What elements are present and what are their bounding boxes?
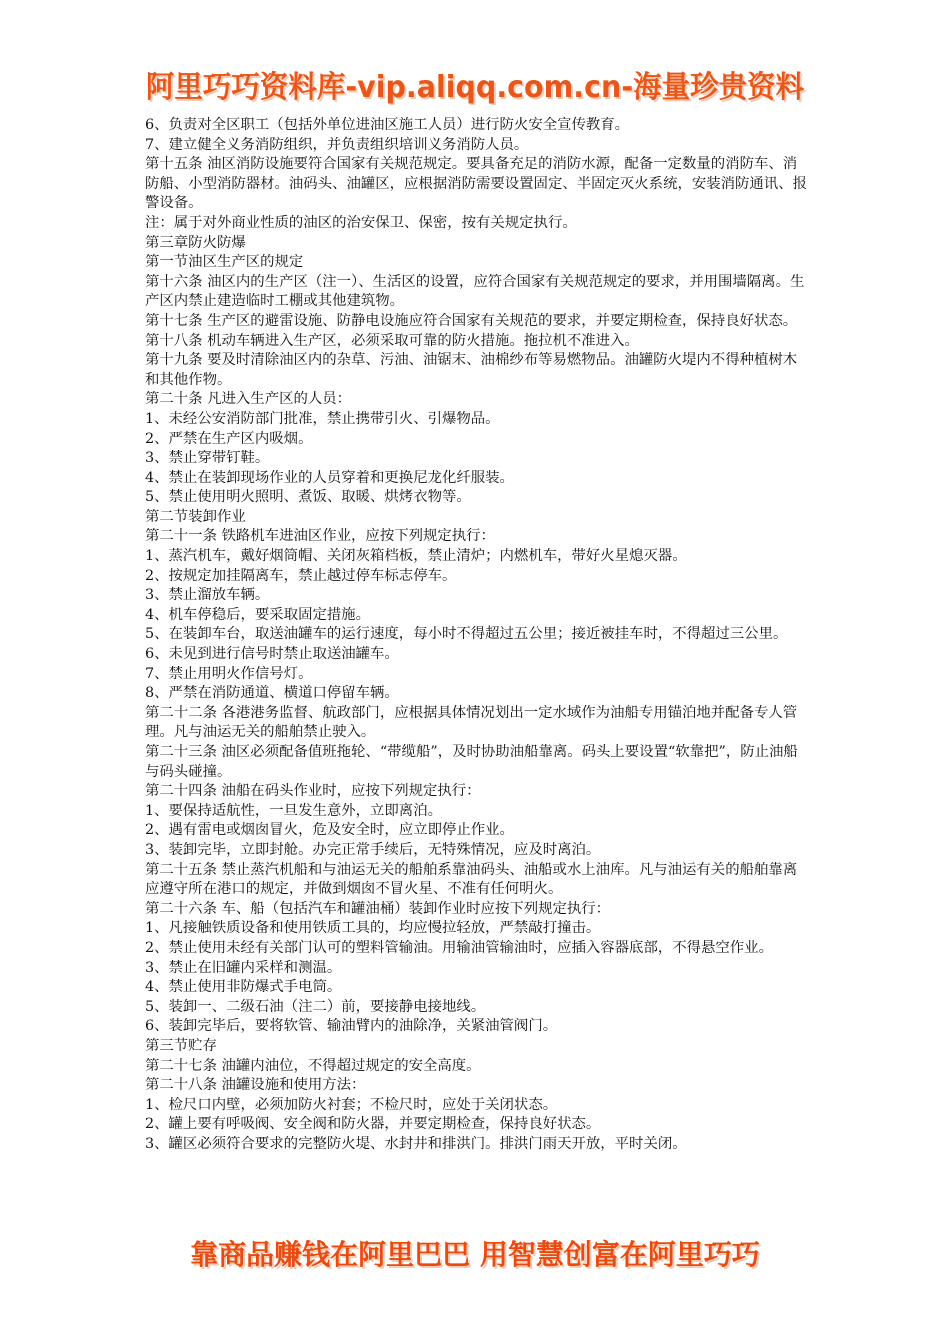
- paragraph: 第二十四条 油船在码头作业时，应按下列规定执行：: [145, 783, 481, 800]
- list-item: 8、严禁在消防通道、横道口停留车辆。: [145, 685, 399, 702]
- section-heading: 第一节油区生产区的规定: [145, 254, 304, 271]
- section-heading: 第三节贮存: [145, 1037, 217, 1054]
- list-item: 3、禁止穿带钉鞋。: [145, 450, 270, 467]
- list-item: 7、禁止用明火作信号灯。: [145, 665, 313, 682]
- list-item: 2、按规定加挂隔离车，禁止越过停车标志停车。: [145, 567, 457, 584]
- paragraph: 7、建立健全义务消防组织，并负责组织培训义务消防人员。: [145, 136, 529, 153]
- paragraph: 第十五条 油区消防设施要符合国家有关规范规定。要具备充足的消防水源，配备一定数量的消防车、消防船、小型消防器材。油码头、油罐区，应根据消防需要设置固定、半固定灭火系统，安装消防通讯、报警设备。: [145, 156, 807, 212]
- list-item: 1、要保持适航性，一旦发生意外，立即离泊。: [145, 802, 442, 819]
- section-heading: 第二节装卸作业: [145, 508, 246, 525]
- document-body: [145, 116, 810, 1154]
- list-item: 6、装卸完毕后，要将软管、输油臂内的油除净，关紧油管阀门。: [145, 1018, 558, 1035]
- paragraph: 第十九条 要及时清除油区内的杂草、污油、油锯末、油棉纱布等易燃物品。油罐防火堤内不得种植树木和其他作物。: [145, 352, 798, 388]
- list-item: 5、禁止使用明火照明、煮饭、取暖、烘烤衣物等。: [145, 489, 471, 506]
- list-item: 1、未经公安消防部门批准，禁止携带引火、引爆物品。: [145, 410, 500, 427]
- list-item: 1、检尺口内壁，必须加防火衬套；不检尺时，应处于关闭状态。: [145, 1096, 558, 1113]
- paragraph: 注：属于对外商业性质的油区的治安保卫、保密，按有关规定执行。: [145, 214, 577, 231]
- header-banner: 阿里巧巧资料库-vip.aliqq.com.cn-海量珍贵资料: [145, 70, 805, 105]
- list-item: 1、凡接触铁质设备和使用铁质工具的，均应慢拉轻放，严禁敲打撞击。: [145, 920, 601, 937]
- paragraph: 第二十六条 车、船（包括汽车和罐油桶）装卸作业时应按下列规定执行：: [145, 900, 611, 917]
- list-item: 5、在装卸车台，取送油罐车的运行速度，每小时不得超过五公里；接近被挂车时，不得超过三公里。: [145, 626, 788, 643]
- footer-banner: 靠商品赚钱在阿里巴巴 用智慧创富在阿里巧巧: [190, 1238, 760, 1271]
- paragraph: 第二十条 凡进入生产区的人员：: [145, 391, 352, 408]
- chapter-heading: 第三章防火防爆: [145, 234, 246, 251]
- list-item: 4、禁止使用非防爆式手电筒。: [145, 979, 342, 996]
- list-item: 2、遇有雷电或烟囱冒火，危及安全时，应立即停止作业。: [145, 822, 514, 839]
- list-item: 5、装卸一、二级石油（注二）前，要接静电接地线。: [145, 998, 486, 1015]
- paragraph: 第十六条 油区内的生产区（注一）、生活区的设置，应符合国家有关规范规定的要求，并用围墙隔离。生产区内禁止建造临时工棚或其他建筑物。: [145, 273, 805, 310]
- list-item: 3、罐区必须符合要求的完整防火堤、水封井和排洪门。排洪门雨天开放，平时关闭。: [145, 1135, 687, 1152]
- paragraph: 第二十二条 各港港务监督、航政部门，应根据具体情况划出一定水域作为油船专用锚泊地并配备专人管理。凡与油运无关的船舶禁止驶入。: [145, 704, 798, 741]
- list-item: 4、机车停稳后，要采取固定措施。: [145, 606, 371, 623]
- list-item: 3、装卸完毕，立即封舱。办完正常手续后，无特殊情况，应及时离泊。: [145, 841, 601, 858]
- paragraph: 第二十三条 油区必须配备值班拖轮、“带缆船”，及时协助油船靠离。码头上要设置“软靠把”，防止油船与码头碰撞。: [145, 744, 798, 780]
- paragraph: 第二十一条 铁路机车进油区作业，应按下列规定执行：: [145, 528, 495, 545]
- list-item: 6、未见到进行信号时禁止取送油罐车。: [145, 646, 399, 663]
- paragraph: 第二十七条 油罐内油位，不得超过规定的安全高度。: [145, 1057, 481, 1074]
- list-item: 3、禁止在旧罐内采样和测温。: [145, 959, 342, 976]
- paragraph: 第十七条 生产区的避雷设施、防静电设施应符合国家有关规范的要求，并要定期检查，保持良好状态。: [145, 312, 798, 329]
- paragraph: 第十八条 机动车辆进入生产区，必须采取可靠的防火措施。拖拉机不准进入。: [145, 332, 639, 349]
- list-item: 2、禁止使用未经有关部门认可的塑料管输油。用输油管输油时，应插入容器底部，不得悬空作业。: [145, 939, 773, 956]
- list-item: 3、禁止溜放车辆。: [145, 587, 270, 604]
- list-item: 1、蒸汽机车，戴好烟筒帽、关闭灰箱档板，禁止清炉；内燃机车，带好火星熄灭器。: [145, 548, 687, 565]
- paragraph: 第二十五条 禁止蒸汽机船和与油运无关的船舶系靠油码头、油船或水上油库。凡与油运有关的船舶靠离应遵守所在港口的规定，并做到烟囱不冒火星、不准有任何明火。: [145, 861, 798, 898]
- list-item: 2、严禁在生产区内吸烟。: [145, 430, 313, 447]
- list-item: 2、罐上要有呼吸阀、安全阀和防火器，并要定期检查，保持良好状态。: [145, 1116, 601, 1133]
- list-item: 4、禁止在装卸现场作业的人员穿着和更换尼龙化纤服装。: [145, 469, 514, 486]
- paragraph: 6、负责对全区职工（包括外单位进油区施工人员）进行防火安全宣传教育。: [145, 117, 630, 133]
- paragraph: 第二十八条 油罐设施和使用方法：: [145, 1077, 366, 1094]
